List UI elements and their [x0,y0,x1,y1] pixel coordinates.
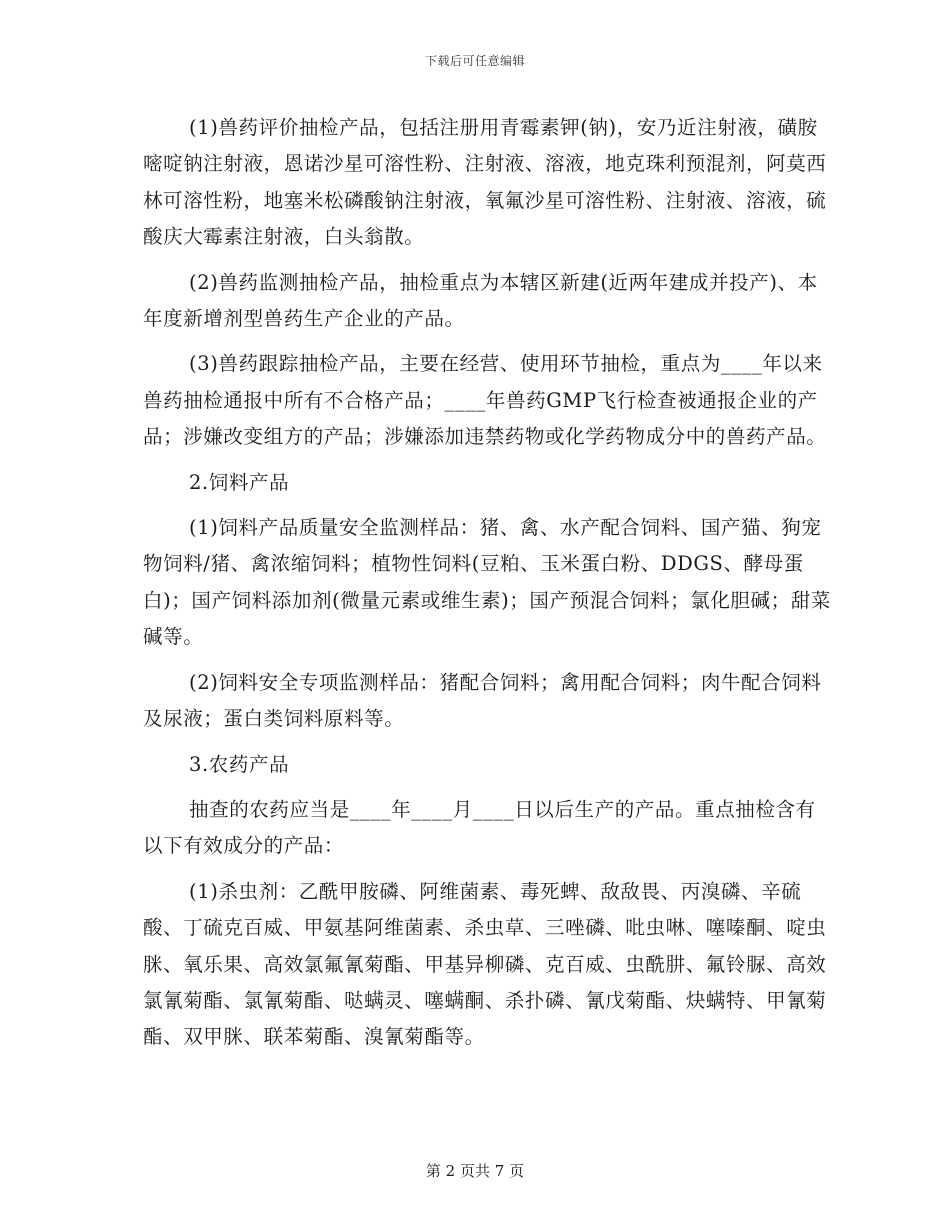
section-heading-pesticide: 3.农药产品 [189,752,290,776]
paragraph-pesticide-intro: 抽查的农药应当是____年____月____日以后生产的产品。重点抽检含有以下有效成分的产品： [143,797,816,858]
paragraph-feed-safety: (2)饲料安全专项监测样品：猪配合饲料；禽用配合饲料；肉牛配合饲料及尿液；蛋白类饲料原料等。 [143,670,822,731]
paragraph-vet-drug-evaluation: (1)兽药评价抽检产品，包括注册用青霉素钾(钠)，安乃近注射液，磺胺嘧啶钠注射液，恩诺沙星可溶性粉、注射液、溶液，地克珠利预混剂，阿莫西林可溶性粉，地塞米松磷酸钠注射液，氧氟沙星可溶性粉、注射液、溶液，硫酸庆大霉素注射液，白头翁散。 [143,116,827,249]
page-number: 第 2 页共 7 页 [425,1162,525,1180]
paragraph-vet-drug-tracking: (3)兽药跟踪抽检产品，主要在经营、使用环节抽检，重点为____年以来兽药抽检通报中所有不合格产品；____年兽药GMP飞行检查被通报企业的产品；涉嫌改变组方的产品；涉嫌添加违禁药物或化学药物成分中的兽药产品。 [143,352,827,449]
section-heading-feed: 2.饲料产品 [189,470,290,494]
page-header: 下载后可任意编辑 [424,54,525,68]
paragraph-insecticide: (1)杀虫剂：乙酰甲胺磷、阿维菌素、毒死蜱、敌敌畏、丙溴磷、辛硫酸、丁硫克百威、甲氨基阿维菌素、杀虫草、三唑磷、吡虫啉、噻嗪酮、啶虫脒、氧乐果、高效氯氟氰菊酯、甲基异柳磷、克百威、虫酰肼、氟铃脲、高效氯氰菊酯、氯氰菊酯、哒螨灵、噻螨酮、杀扑磷、氰戊菊酯、炔螨特、甲氰菊酯、双甲脒、联苯菊酯、溴氰菊酯等。 [143,879,827,1049]
paragraph-vet-drug-monitoring: (2)兽药监测抽检产品，抽检重点为本辖区新建(近两年建成并投产)、本年度新增剂型兽药生产企业的产品。 [143,270,818,331]
document-body [143,110,833,1065]
paragraph-feed-quality: (1)饲料产品质量安全监测样品：猪、禽、水产配合饲料、国产猫、狗宠物饲料/猪、禽浓缩饲料；植物性饲料(豆粕、玉米蛋白粉、DDGS、酵母蛋白)；国产饲料添加剂(微量元素或维生素)；国产预混合饲料；氯化胆碱；甜菜碱等。 [143,516,831,649]
